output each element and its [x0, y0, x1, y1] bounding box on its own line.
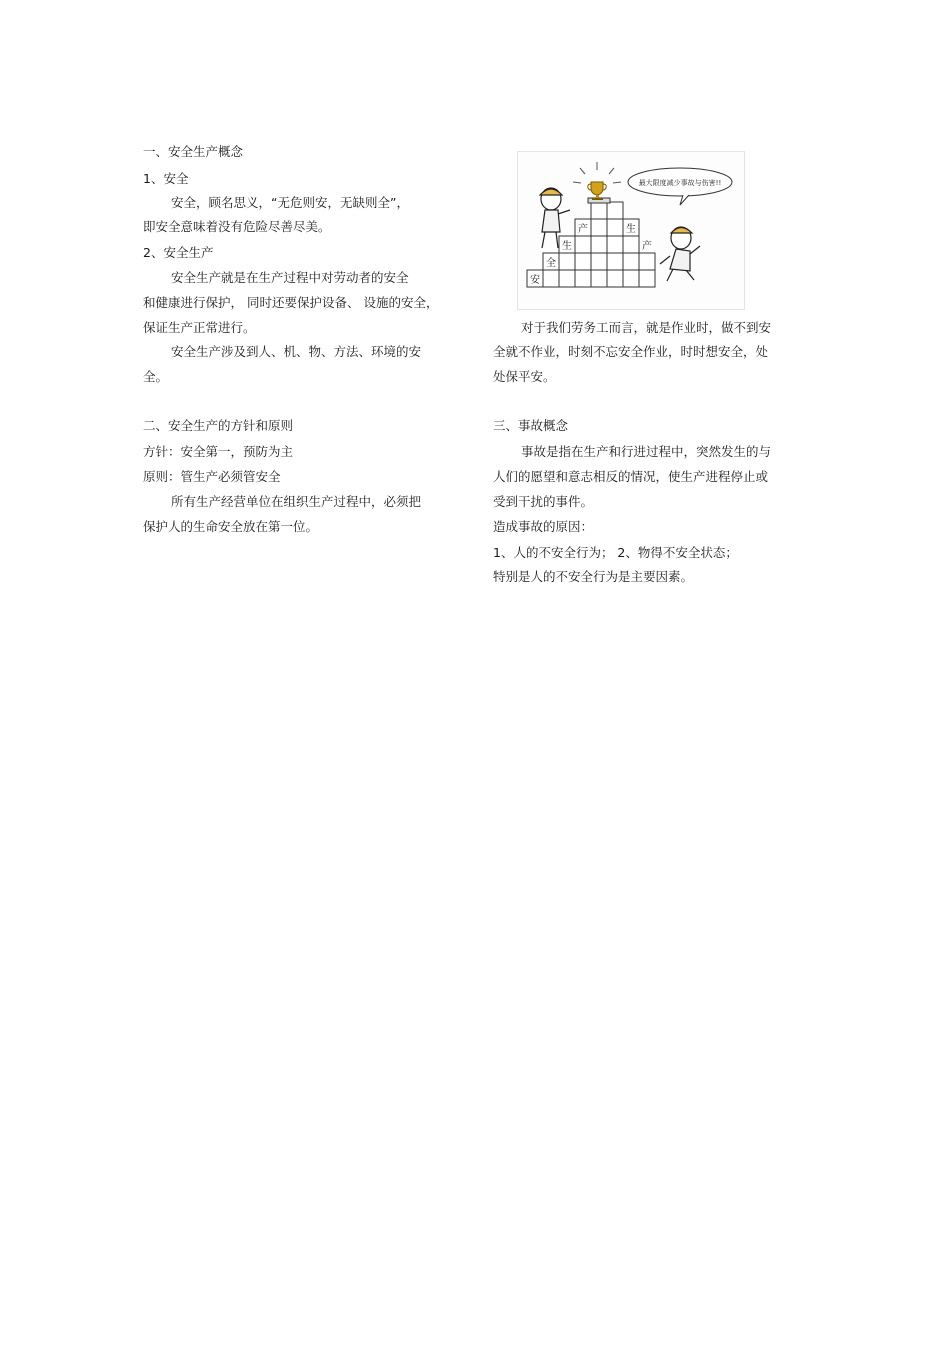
block-char: 产: [642, 241, 652, 252]
paragraph-line: 受到干扰的事件。: [493, 494, 594, 509]
subsection-1-2-title: 2、安全生产: [143, 245, 214, 260]
accident-causes-label: 造成事故的原因：: [493, 519, 594, 534]
block-char: 生: [626, 224, 636, 235]
accident-causes-list: 1、人的不安全行为； 2、物得不安全状态；: [493, 545, 738, 560]
paragraph-line: 保护人的生命安全放在第一位。: [143, 519, 319, 534]
paragraph-line: 事故是指在生产和行进过程中，突然发生的与: [521, 444, 772, 459]
paragraph-line: 安全生产就是在生产过程中对劳动者的安全: [171, 270, 409, 285]
section-1-title: 一、安全生产概念: [143, 144, 244, 159]
paragraph-line: 全就不作业，时刻不忘安全作业，时时想安全，处: [493, 344, 769, 359]
trophy-icon: [588, 182, 606, 200]
paragraph-line: 处保平安。: [493, 369, 556, 384]
paragraph-line: 全。: [143, 369, 169, 384]
paragraph-line: 保证生产正常进行。: [143, 320, 256, 335]
subsection-1-1-title: 1、安全: [143, 171, 189, 186]
block-char: 生: [562, 241, 572, 252]
block-char: 全: [546, 258, 556, 269]
bubble-text: 最大限度减少事故与伤害!!: [638, 179, 722, 187]
paragraph-line: 人们的愿望和意志相反的情况，使生产进程停止或: [493, 469, 769, 484]
section-2-title: 二、安全生产的方针和原则: [143, 418, 294, 433]
paragraph-line: 安全，顾名思义，“无危则安，无缺则全”，: [171, 195, 409, 210]
policy-line: 方针：安全第一，预防为主: [143, 444, 294, 459]
block-char: 产: [578, 224, 588, 235]
principle-line: 原则：管生产必须管安全: [143, 469, 281, 484]
paragraph-line: 特别是人的不安全行为是主要因素。: [493, 569, 694, 584]
paragraph-line: 所有生产经营单位在组织生产过程中，必须把: [171, 494, 422, 509]
speech-bubble: [628, 168, 732, 205]
paragraph-line: 对于我们劳务工而言，就是作业时，做不到安: [521, 320, 772, 335]
paragraph-line: 即安全意味着没有危险尽善尽美。: [143, 219, 331, 234]
safety-cartoon-image: [517, 151, 745, 310]
paragraph-line: 和健康进行保护， 同时还要保护设备、 设施的安全，: [143, 295, 439, 310]
section-3-title: 三、事故概念: [493, 418, 569, 433]
paragraph-line: 安全生产涉及到人、机、物、方法、环境的安: [171, 344, 422, 359]
block-char: 安: [530, 275, 540, 286]
